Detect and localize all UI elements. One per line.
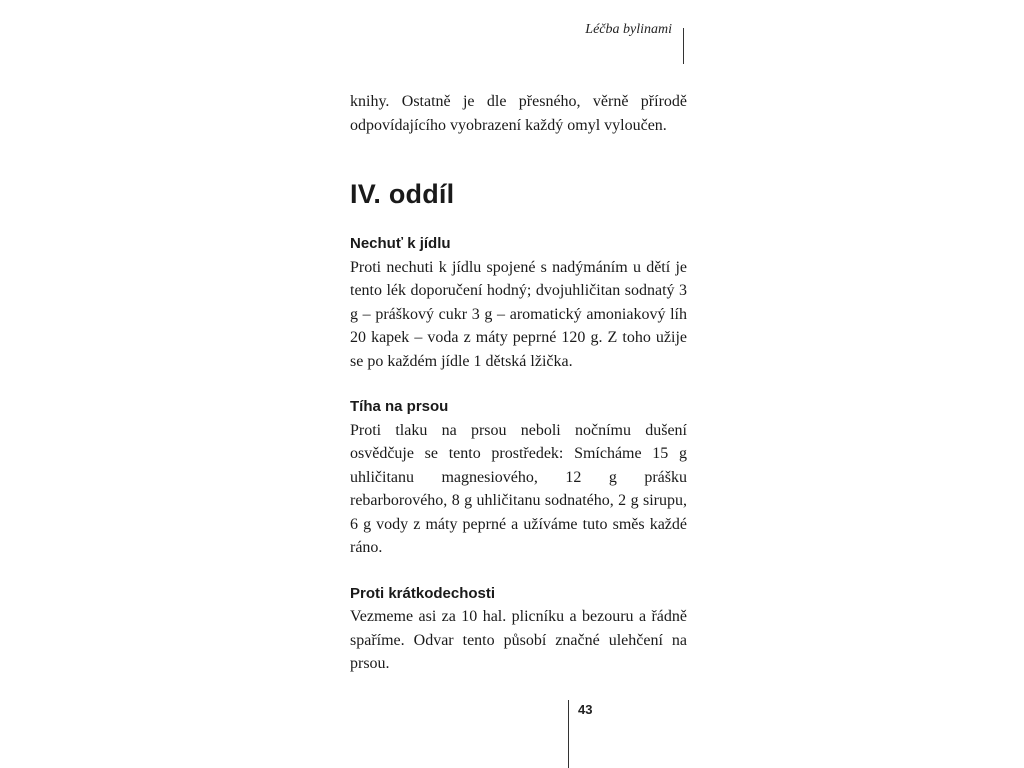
entry-title: Nechuť k jídlu [350,235,451,252]
section-heading: IV. oddíl [350,179,455,209]
intro-paragraph: knihy. Ostatně je dle přesného, věrně přírodě odpovídajícího vyobrazení každý omyl vyloučen. [350,93,687,134]
entry-kratkodechost [350,582,687,676]
entry-tiha [350,395,687,560]
entry-body: Vezmeme asi za 10 hal. plicníku a bezouru a řádně spaříme. Odvar tento působí značné ulehčení na prsou. [350,608,687,672]
header-divider [683,28,684,64]
text-block [350,90,687,676]
running-head: Léčba bylinami [585,22,672,37]
entry-nechut [350,232,687,373]
entry-title: Proti krátkodechosti [350,584,496,602]
footer-divider [568,700,569,768]
page-number: 43 [578,702,593,717]
entry-body: Proti tlaku na prsou neboli nočnímu dušení osvědčuje se tento prostředek: Smícháme 15 g uhličitanu magnesiového, 12 g prášku rebarborového, 8 g uhličitanu sodnatého, 2 g sirupu, 6 g vody z máty peprné a užíváme tuto směs každé ráno. [350,421,687,556]
entry-title: Tíha na prsou [350,398,449,415]
entry-body: Proti nechuti k jídlu spojené s nadýmáním u dětí je tento lék doporučení hodný; dvojuhličitan sodnatý 3 g – práškový cukr 3 g – aromatický amoniakový líh 20 kapek – voda z máty peprné 120 g. Z toho užije se po každém jídle 1 dětská lžička. [350,258,687,370]
